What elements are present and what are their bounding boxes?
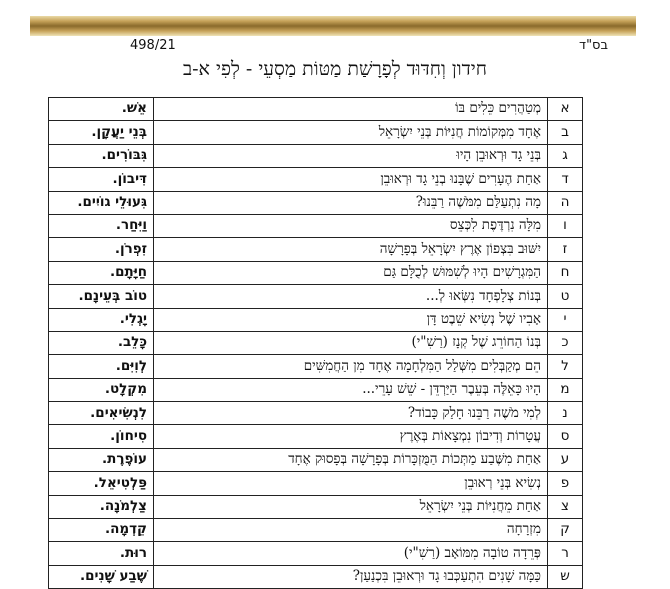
- table-row: [49, 191, 583, 214]
- row-clue: אָבִיו שֶׁל נְשִׂיא שֵׁבֶט דָּן: [154, 308, 548, 331]
- row-clue: הֵם מְקַבְּלִים מִשְּׁלַל הַמִּלְחָמָה אֶחָד מִן הַחֲמִשִּׁים: [154, 355, 548, 378]
- row-letter: פ: [548, 472, 583, 495]
- table-row: [49, 168, 583, 191]
- row-answer: גִּעוּלֵי גוֹיִים.: [49, 191, 154, 214]
- table-row: [49, 98, 583, 121]
- page-title: חידון וְחִדּוּד לְפָרָשַׁת מַטּוֹת מַסְעֵי - לְפִי א-ב: [182, 58, 488, 80]
- table-row: [49, 542, 583, 565]
- row-clue: יִשּׁוּב בִּצְפוֹן אֶרֶץ יִשְׂרָאֵל בְּפָרָשָׁה: [154, 238, 548, 261]
- table-row: [49, 495, 583, 518]
- quiz-table: [48, 97, 583, 589]
- row-answer: גִּבּוֹרִים.: [49, 144, 154, 167]
- row-clue: הָיוּ כָּאֵלֶּה בְּעֵבֶר הַיַּרְדֵּן - שֵׁשׁ עָרֵי...: [154, 378, 548, 401]
- row-clue: אַחַת הֶעָרִים שֶׁבָּנוּ בְנֵי גָד וּרְאוּבֵן: [154, 168, 548, 191]
- row-clue: פְּרֵדָה טוֹבָה מִמּוֹאָב (רַשִׁ"י): [154, 542, 548, 565]
- row-clue: מָה נִתְעַלַּם מִמֹּשֶׁה רַבֵּנוּ?: [154, 191, 548, 214]
- row-clue: אַחַת מֵחֲנִיּוֹת בְּנֵי יִשְׂרָאֵל: [154, 495, 548, 518]
- row-clue: לְמִי מֹשֶׁה רַבֵּנוּ חָלַק כָּבוֹד?: [154, 402, 548, 425]
- row-letter: ד: [548, 168, 583, 191]
- row-answer: כָּלֵב.: [49, 331, 154, 354]
- row-clue: מִזְרָחָה: [154, 519, 548, 542]
- row-letter: א: [548, 98, 583, 121]
- row-answer: לְוִיִּם.: [49, 355, 154, 378]
- table-row: [49, 285, 583, 308]
- row-answer: מִקְלָט.: [49, 378, 154, 401]
- row-answer: חַיָּתָם.: [49, 261, 154, 284]
- table-row: [49, 402, 583, 425]
- table-row: [49, 565, 583, 588]
- table-row: [49, 261, 583, 284]
- decorative-gold-bar: [30, 16, 636, 36]
- row-letter: ר: [548, 542, 583, 565]
- row-answer: בְּנֵי יַעֲקָן.: [49, 121, 154, 144]
- row-letter: ע: [548, 448, 583, 471]
- row-letter: ס: [548, 425, 583, 448]
- row-letter: ג: [548, 144, 583, 167]
- row-answer: פַּלְטִיאֵל.: [49, 472, 154, 495]
- row-letter: ה: [548, 191, 583, 214]
- row-letter: ש: [548, 565, 583, 588]
- row-clue: בְּנוֹת צְלָפְחָד נִשְּׂאוּ לְ...: [154, 285, 548, 308]
- row-answer: יָגְלִי.: [49, 308, 154, 331]
- row-answer: קֵדְמָה.: [49, 519, 154, 542]
- table-row: [49, 472, 583, 495]
- row-letter: ק: [548, 519, 583, 542]
- row-letter: צ: [548, 495, 583, 518]
- row-letter: נ: [548, 402, 583, 425]
- row-answer: רוּת.: [49, 542, 154, 565]
- row-answer: סִיחוֹן.: [49, 425, 154, 448]
- row-letter: ל: [548, 355, 583, 378]
- table-row: [49, 308, 583, 331]
- row-clue: מְטַהֲרִים כֵּלִים בּוֹ: [154, 98, 548, 121]
- row-letter: מ: [548, 378, 583, 401]
- row-letter: ב: [548, 121, 583, 144]
- row-answer: שֶׁבַע שָׁנִים.: [49, 565, 154, 588]
- row-letter: ח: [548, 261, 583, 284]
- table-row: [49, 519, 583, 542]
- table-row: [49, 238, 583, 261]
- row-answer: לִנְשִׂיאִים.: [49, 402, 154, 425]
- table-row: [49, 121, 583, 144]
- table-row: [49, 425, 583, 448]
- table-row: [49, 214, 583, 237]
- row-letter: ז: [548, 238, 583, 261]
- row-clue: נְשִׂיא בְּנֵי רְאוּבֵן: [154, 472, 548, 495]
- row-clue: אַחַת מִשֶּׁבַע מַתְּכוֹת הַמֻּזְכָּרוֹת בְּפָרָשָׁה בְּפָסוּק אֶחָד: [154, 448, 548, 471]
- table-row: [49, 144, 583, 167]
- table-row: [49, 331, 583, 354]
- row-clue: עֲטָרוֹת וְדִיבוֹן נִמְצָאוֹת בְּאֶרֶץ: [154, 425, 548, 448]
- bsd-mark: בס"ד: [578, 38, 608, 53]
- table-row: [49, 448, 583, 471]
- row-answer: עוֹפֶרֶת.: [49, 448, 154, 471]
- table-row: [49, 355, 583, 378]
- row-clue: הַמִּגְרָשִׁים הָיוּ לְשִׁמּוּשׁ לְכֻלָּם גַּם: [154, 261, 548, 284]
- row-answer: זִפְרֹן.: [49, 238, 154, 261]
- row-clue: אֶחָד מִמְּקוֹמוֹת חֲנִיּוֹת בְּנֵי יִשְׂרָאֵל: [154, 121, 548, 144]
- row-letter: כ: [548, 331, 583, 354]
- row-answer: אֵשׁ.: [49, 98, 154, 121]
- row-letter: י: [548, 308, 583, 331]
- row-clue: כַּמָּה שָׁנִים הִתְעַכְּבוּ גָד וּרְאוּבֵן בִּכְנַעַן?: [154, 565, 548, 588]
- row-clue: מִלָּה נִרְדֶּפֶת לִכְּצֵס: [154, 214, 548, 237]
- row-answer: דִּיבוֹן.: [49, 168, 154, 191]
- row-answer: טוֹב בְּעֵינָם.: [49, 285, 154, 308]
- document-number: 498/21: [130, 38, 176, 53]
- row-letter: ו: [548, 214, 583, 237]
- table-row: [49, 378, 583, 401]
- row-clue: בְּנוֹ הַחוֹרֵג שֶׁל קְנָז (רַשִׁ"י): [154, 331, 548, 354]
- row-clue: בְּנֵי גָד וּרְאוּבֵן הָיוּ: [154, 144, 548, 167]
- row-answer: צַלְמֹנָה.: [49, 495, 154, 518]
- row-letter: ט: [548, 285, 583, 308]
- row-answer: וַיִּחַר.: [49, 214, 154, 237]
